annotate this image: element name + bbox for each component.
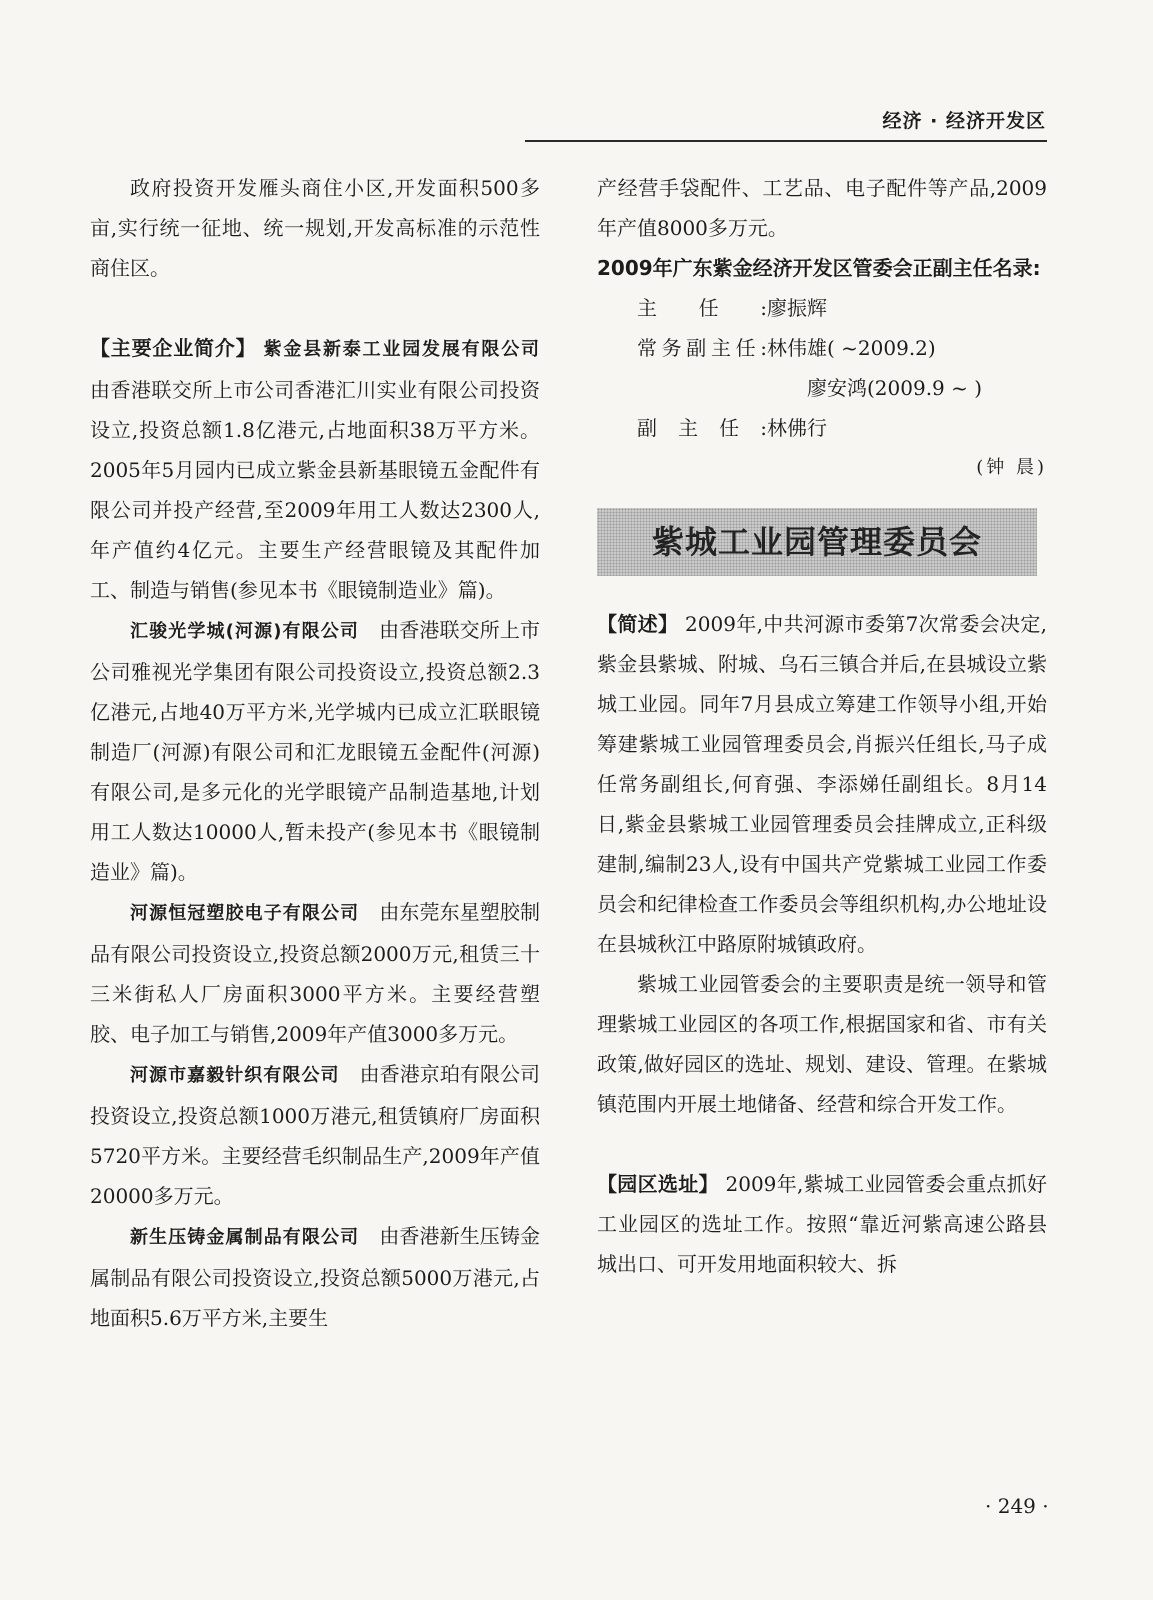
right-column xyxy=(597,168,1047,1284)
paragraph: 政府投资开发雁头商住小区,开发面积500多亩,实行统一征地、统一规划,开发高标准的示范性商住区。 xyxy=(90,176,540,280)
roster-title: 2009年广东紫金经济开发区管委会正副主任名录: xyxy=(597,256,1041,280)
section-title-band xyxy=(597,508,1037,576)
roster-row xyxy=(637,408,1047,448)
roster-name: 廖振辉 xyxy=(767,296,827,320)
roster-row xyxy=(637,288,1047,328)
company-name: 河源市嘉毅针织有限公司 xyxy=(130,1065,340,1086)
overview-paragraph xyxy=(597,604,1047,964)
company-text: 由香港新生压铸金属制品有限公司投资设立,投资总额5000万港元,占地面积5.6万平方米,主要生 xyxy=(90,1224,541,1330)
running-header: 经济 · 经济开发区 xyxy=(882,110,1046,132)
company-text: 由香港联交所上市公司雅视光学集团有限公司投资设立,投资总额2.3亿港元,占地40万平方米,光学城内已成立汇联眼镜制造厂(河源)有限公司和汇龙眼镜五金配件(河源)有限公司,是多元化的光学眼镜产品制造基地,计划用工人数达10000人,暂未投产(参见本书《眼镜制造业》篇)。 xyxy=(90,618,541,884)
roster-row xyxy=(637,328,1047,368)
enterprise-entry xyxy=(90,1216,540,1338)
roster xyxy=(597,288,1047,448)
roster-role: 副主任: xyxy=(637,416,767,440)
section-heading: 【简述】 xyxy=(597,612,679,636)
left-column xyxy=(90,168,540,1338)
company-name: 汇骏光学城(河源)有限公司 xyxy=(130,621,360,642)
section-title: 紫城工业园管理委员会 xyxy=(651,523,982,561)
enterprise-entry xyxy=(90,610,540,892)
company-name: 河源恒冠塑胶电子有限公司 xyxy=(130,903,360,924)
roster-role: 常务副主任: xyxy=(637,336,767,360)
header-rule xyxy=(525,140,1047,142)
section-heading: 【园区选址】 xyxy=(597,1172,719,1196)
paragraph-text: 2009年,中共河源市委第7次常委会决定,紫金县紫城、附城、乌石三镇合并后,在县城设立紫城工业园。同年7月县成立筹建工作领导小组,开始筹建紫城工业园管理委员会,肖振兴任组长,马子成任常务副组长,何育强、李添娣任副组长。8月14日,紫金县紫城工业园管理委员会挂牌成立,正科级建制,编制23人,设有中国共产党紫城工业园工作委员会和纪律检查工作委员会等组织机构,办公地址设在县城秋江中路原附城镇政府。 xyxy=(597,612,1048,956)
paragraph-text: 2009年,紫城工业园管委会重点抓好工业园区的选址工作。按照“靠近河紫高速公路县城出口、可开发用地面积较大、拆 xyxy=(597,1172,1048,1276)
enterprise-entry xyxy=(90,1054,540,1216)
author-signature: (钟 晨) xyxy=(976,457,1047,478)
enterprise-entry xyxy=(90,892,540,1054)
paragraph: 产经营手袋配件、工艺品、电子配件等产品,2009年产值8000多万元。 xyxy=(597,176,1047,240)
duties-paragraph: 紫城工业园管委会的主要职责是统一领导和管理紫城工业园区的各项工作,根据国家和省、市有关政策,做好园区的选址、规划、建设、管理。在紫城镇范围内开展土地储备、经营和综合开发工作。 xyxy=(597,972,1047,1116)
section-heading: 【主要企业简介】 xyxy=(90,336,257,360)
roster-name: 林佛行 xyxy=(767,416,827,440)
roster-name: 林伟雄( ~2009.2) xyxy=(767,336,936,360)
roster-name: 廖安鸿(2009.9 ~ ) xyxy=(807,376,983,400)
page-number: · 249 · xyxy=(985,1494,1049,1518)
company-text: 由香港联交所上市公司香港汇川实业有限公司投资设立,投资总额1.8亿港元,占地面积38万平方米。2005年5月园内已成立紫金县新基眼镜五金配件有限公司并投产经营,至2009年用工人数达2300人,年产值约4亿元。主要生产经营眼镜及其配件加工、制造与销售(参见本书《眼镜制造业》篇)。 xyxy=(90,378,540,602)
company-name: 紫金县新泰工业园发展有限公司 xyxy=(263,339,541,360)
company-text: 由香港京珀有限公司投资设立,投资总额1000万港元,租赁镇府厂房面积5720平方米。主要经营毛织制品生产,2009年产值20000多万元。 xyxy=(90,1062,541,1208)
company-text: 由东莞东星塑胶制品有限公司投资设立,投资总额2000万元,租赁三十三米街私人厂房面积3000平方米。主要经营塑胶、电子加工与销售,2009年产值3000多万元。 xyxy=(90,900,541,1046)
enterprise-entry xyxy=(90,328,540,610)
site-paragraph xyxy=(597,1164,1047,1284)
company-name: 新生压铸金属制品有限公司 xyxy=(130,1227,360,1248)
roster-role: 主任: xyxy=(637,296,767,320)
